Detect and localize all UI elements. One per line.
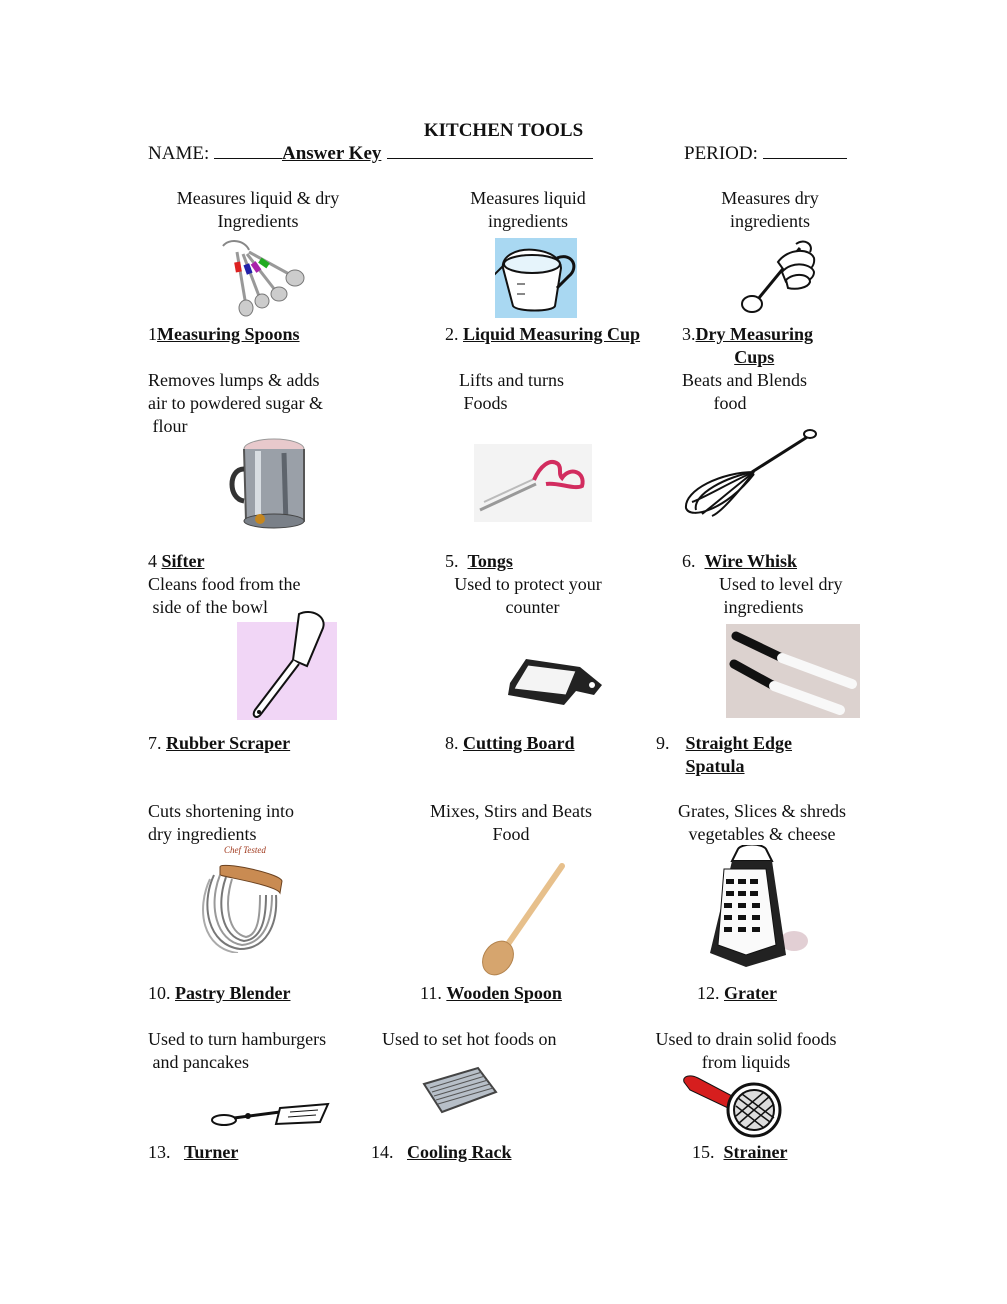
tool-8-name: Cutting Board [463,733,575,753]
dry-measuring-cups-icon [738,238,818,318]
tool-11-description: Mixes, Stirs and Beats Food [430,801,592,844]
strainer-icon [680,1074,788,1138]
tool-7-description: Cleans food from the side of the bowl [148,574,301,617]
tool-3-description: Measures dry ingredients [721,188,819,231]
straight-edge-spatula-icon [726,624,860,718]
tool-7-name: Rubber Scraper [166,733,291,753]
tool-13-label: 13. Turner [148,1142,239,1162]
tool-13-description: Used to turn hamburgers and pancakes [148,1029,327,1072]
name-blank-left [214,142,282,159]
turner-icon [210,1100,330,1130]
tool-13-name: Turner [184,1142,239,1162]
name-line [148,142,593,165]
tool-5-name: Tongs [467,551,513,571]
tool-2-name: Liquid Measuring Cup [463,324,641,344]
cooling-rack-icon [422,1066,498,1114]
wire-whisk-icon [682,428,818,522]
grater-icon [710,845,808,969]
period-label: PERIOD: [684,143,763,164]
tool-8-label: 8. Cutting Board [445,733,575,753]
tool-15-description: Used to drain solid foods from liquids [655,1029,837,1072]
tool-15-label: 15. Strainer [692,1142,788,1162]
tool-10-name: Pastry Blender [175,983,291,1003]
tool-4-description: Removes lumps & adds air to powdered sugar & flour [148,370,323,436]
tool-1-description: Measures liquid & dry Ingredients [176,188,340,231]
tool-6-description: Beats and Blends food [682,370,807,413]
cutting-board-icon [506,655,604,707]
tool-12-label: 12. Grater [697,983,777,1003]
tool-2-description: Measures liquid ingredients [470,188,586,231]
tool-10-label: 10. Pastry Blender [148,983,291,1003]
tool-15-name: Strainer [723,1142,788,1162]
tool-1-name: Measuring Spoons [157,324,300,344]
period-blank [763,142,847,159]
tool-11-label: 11. Wooden Spoon [420,983,562,1003]
tool-7-label: 7. Rubber Scraper [148,733,291,753]
pastry-blender-icon [200,845,288,953]
tool-10-description: Cuts shortening into dry ingredients [148,801,295,844]
tool-5-description: Lifts and turns Foods [459,370,564,413]
tool-11-name: Wooden Spoon [446,983,562,1003]
period-line [684,142,847,165]
tool-2-label: 2. Liquid Measuring Cup [445,324,641,344]
tool-9-label: 9. Straight Edge Spatula [656,733,793,776]
tool-9-name: Straight Edge Spatula [685,733,793,776]
tool-3-label: 3. Dry Measuring Cups [682,324,813,367]
rubber-scraper-icon [237,610,337,720]
name-blank-right [387,142,593,159]
tool-6-label: 6. Wire Whisk [682,551,798,571]
tool-12-description: Grates, Slices & shreds vegetables & cheese [678,801,846,844]
tool-5-label: 5. Tongs [445,551,513,571]
sifter-icon [228,435,310,531]
tool-8-description: Used to protect your counter [454,574,602,617]
name-label: NAME: [148,143,214,164]
tongs-icon [474,444,592,522]
tool-3-name: Dry Measuring Cups [695,324,813,367]
tool-14-description: Used to set hot foods on [382,1029,557,1049]
tool-14-label: 14. Cooling Rack [371,1142,512,1162]
wooden-spoon-icon [478,862,568,976]
chef-tested-stamp: Chef Tested [224,845,266,855]
tool-1-label: 1Measuring Spoons [148,324,300,344]
tool-12-name: Grater [724,983,777,1003]
tool-4-name: Sifter [161,551,205,571]
page-title: KITCHEN TOOLS [423,120,584,141]
tool-9-description: Used to level dry ingredients [719,574,843,617]
measuring-spoons-icon [215,238,307,318]
liquid-measuring-cup-icon [495,238,577,318]
answer-key: Answer Key [281,143,382,164]
tool-14-name: Cooling Rack [407,1142,512,1162]
tool-6-name: Wire Whisk [704,551,798,571]
tool-4-label: 4 Sifter [148,551,205,571]
